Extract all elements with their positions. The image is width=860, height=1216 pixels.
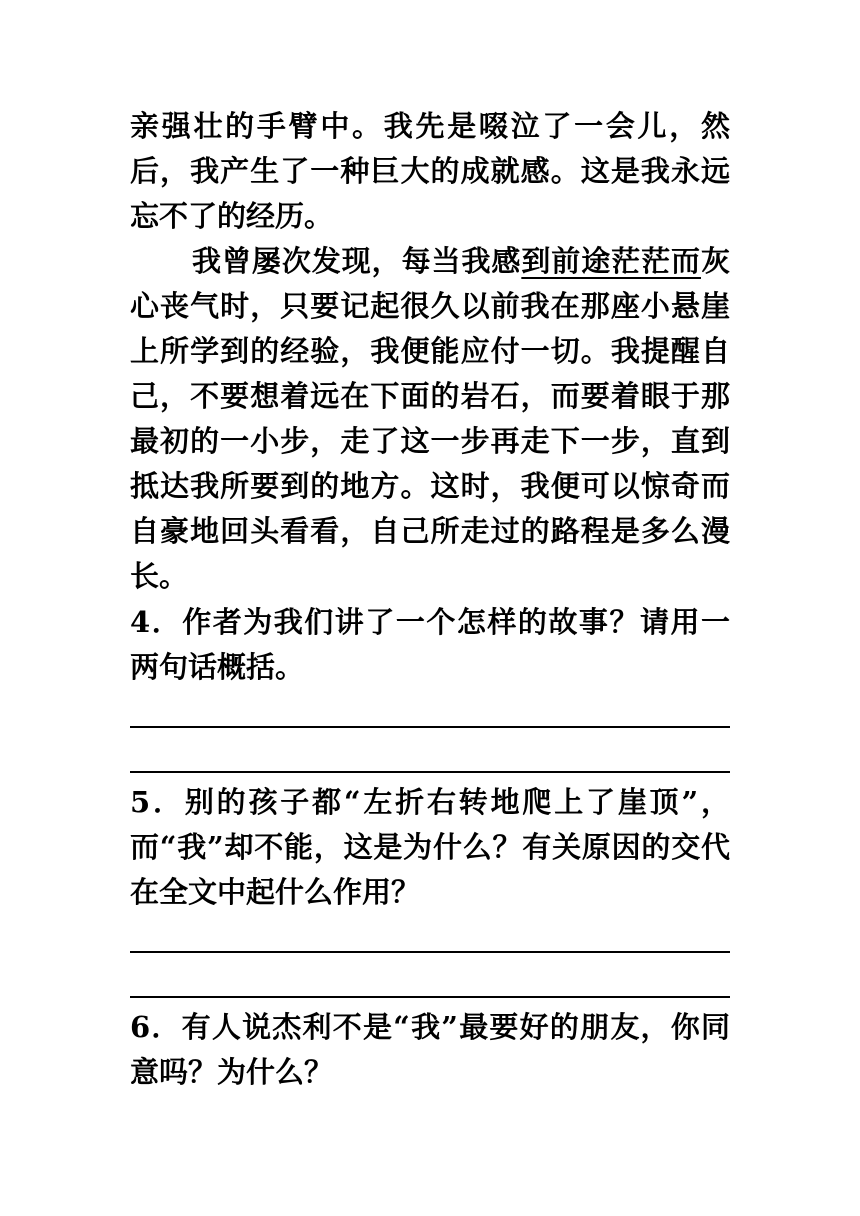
question-text: 作者为我们讲了一个怎样的故事？请用一两句话概括。 xyxy=(130,605,730,684)
question-text: 有人说杰利不是“我”最要好的朋友，你同意吗？为什么？ xyxy=(130,1010,730,1089)
paragraph-2-end: 灰心丧气时，只要记起很久以前我在那座小悬崖上所学到的经验，我便能应付一切。我提醒自己，不要想着远在下面的岩石，而要着眼于那最初的一小步，走了这一步再走下一步，直到抵达我所要到的地方。这时，我便可以惊奇而自豪地回头看看，自己所走过的路程是多么漫长。 xyxy=(130,244,730,593)
question-number: 4． xyxy=(130,605,183,639)
question-4 xyxy=(130,600,730,690)
paragraph-2-start: 我曾屡次发现，每当我感 xyxy=(192,244,522,278)
question-5 xyxy=(130,780,730,915)
question-text: 别的孩子都“左折右转地爬上了崖顶”，而“我”却不能，这是为什么？有关原因的交代在全文中起什么作用？ xyxy=(130,785,730,909)
passage-paragraph-2 xyxy=(130,239,730,599)
answer-line[interactable] xyxy=(130,726,730,728)
passage-paragraph-1: 亲强壮的手臂中。我先是啜泣了一会儿，然后，我产生了一种巨大的成就感。这是我永远忘不了的经历。 xyxy=(130,109,730,233)
answer-line[interactable] xyxy=(130,951,730,953)
question-6 xyxy=(130,1005,730,1095)
answer-line[interactable] xyxy=(130,996,730,998)
question-number: 5． xyxy=(130,785,185,819)
question-number: 6． xyxy=(130,1010,182,1044)
underlined-phrase: 到前途茫茫而 xyxy=(521,244,701,278)
answer-line[interactable] xyxy=(130,771,730,773)
